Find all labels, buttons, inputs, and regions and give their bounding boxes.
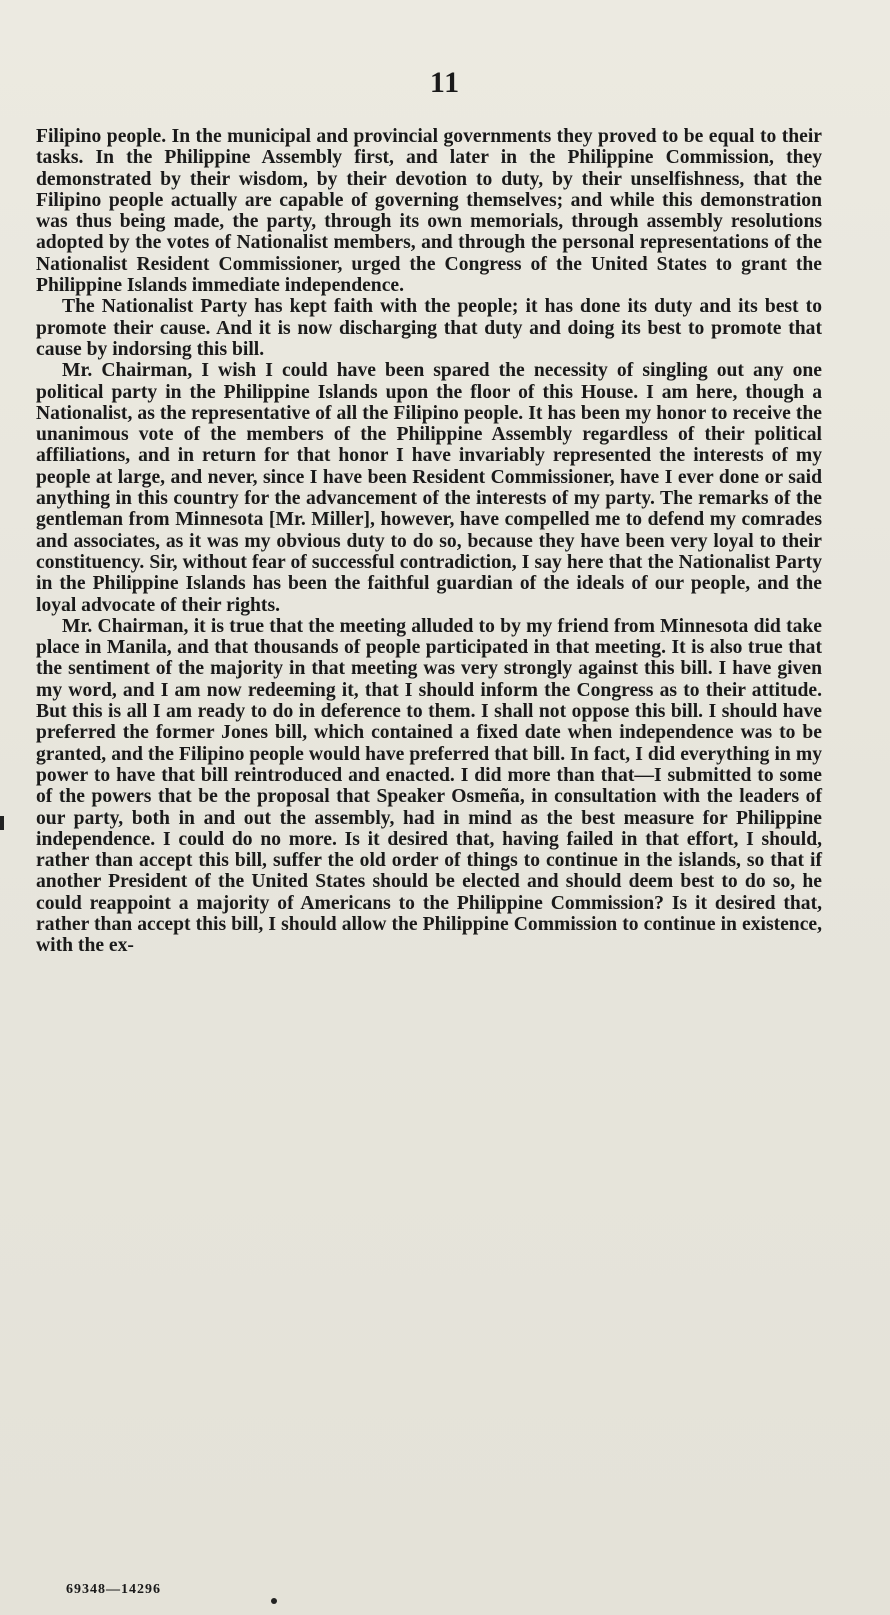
body-text	[36, 126, 822, 957]
paragraph: Mr. Chairman, it is true that the meeting alluded to by my friend from Minnesota did take place in Manila, and that thousands of people participated in that meeting. It is also true that the sentiment of the majority in that meeting was very strongly against this bill. I have given my word, and I am now redeeming it, that I should inform the Congress as to their attitude. But this is all I am ready to do in deference to them. I shall not oppose this bill. I should have preferred the former Jones bill, which contained a fixed date when independence was to be granted, and the Filipino people would have preferred that bill. In fact, I did everything in my power to have that bill reintroduced and enacted. I did more than that—I submitted to some of the powers that be the proposal that Speaker Osmeña, in consultation with the leaders of our party, both in and out the assembly, had in mind as the best measure for Philippine independence. I could do no more. Is it desired that, having failed in that effort, I should, rather than accept this bill, suffer the old order of things to continue in the islands, so that if another President of the United States should be elected and should deem best to do so, he could reappoint a majority of Americans to the Philippine Commission? Is it desired that, rather than accept this bill, I should allow the Philippine Commission to continue in existence, with the ex-	[36, 615, 822, 957]
paragraph: Mr. Chairman, I wish I could have been spared the necessity of singling out any one political party in the Philippine Islands upon the floor of this House. I am here, though a Nationalist, as the representative of all the Filipino people. It has been my honor to receive the unanimous vote of the members of the Philippine Assembly regardless of their political affiliations, and in return for that honor I have invariably represented the interests of my people at large, and never, since I have been Resident Commissioner, have I ever done or said anything in this country for the advancement of the interests of my party. The remarks of the gentleman from Minnesota [Mr. Miller], however, have compelled me to defend my comrades and associates, as it was my obvious duty to do so, because they have been very loyal to their constituency. Sir, without fear of successful contradiction, I say here that the Nationalist Party in the Philippine Islands has been the faithful guardian of the ideals of our people, and the loyal advocate of their rights.	[36, 360, 822, 616]
paragraph: Filipino people. In the municipal and provincial governments they proved to be equal to their tasks. In the Philippine Assembly first, and later in the Philippine Commission, they demonstrated by their wisdom, by their devotion to duty, by their unselfishness, that the Filipino people actually are capable of governing themselves; and while this demonstration was thus being made, the party, through its own memorials, through assembly resolutions adopted by the votes of Nationalist members, and through the personal representations of the Nationalist Resident Commissioner, urged the Congress of the United States to grant the Philippine Islands immediate independence.	[36, 126, 822, 297]
margin-mark	[0, 816, 4, 830]
page-number: 11	[429, 66, 461, 99]
print-signature: 69348—14296	[66, 1582, 161, 1597]
paragraph: The Nationalist Party has kept faith with the people; it has done its duty and its best to promote their cause. And it is now discharging that duty and doing its best to promote that cause by indorsing this bill.	[36, 296, 822, 360]
ink-dot	[271, 1598, 277, 1604]
